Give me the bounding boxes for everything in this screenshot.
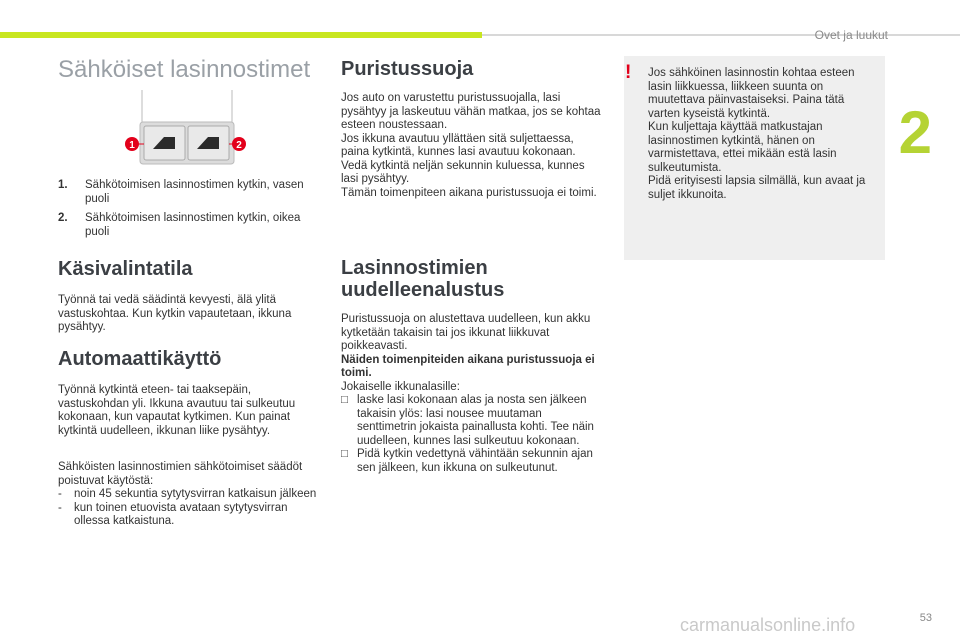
window-switch-figure bbox=[120, 88, 252, 178]
auto-mode-heading: Automaattikäyttö bbox=[58, 348, 222, 370]
list-item-text: Pidä kytkin vedettynä vähintään sekunnin ajan sen jälkeen, kun ikkuna on sulkeutunut. bbox=[357, 448, 593, 474]
reinitialisation-heading: Lasinnostimien uudelleenalustus bbox=[341, 257, 505, 301]
steps-list bbox=[341, 394, 603, 475]
chapter-number: 2 bbox=[898, 99, 932, 166]
paragraph: Pidä erityisesti lapsia silmällä, kun avaat ja suljet ikkunoita. bbox=[648, 175, 866, 201]
window-switch-icon bbox=[120, 88, 252, 178]
pinch-protection-section bbox=[341, 58, 603, 200]
manual-mode-section bbox=[58, 258, 320, 335]
reinitialisation-section bbox=[341, 257, 603, 475]
deactivation-list bbox=[58, 488, 320, 529]
list-item: □ Pidä kytkin vedettynä vähintään sekunnin ajan sen jälkeen, kun ikkuna on sulkeutunut. bbox=[341, 448, 603, 475]
paragraph: Jos auto on varustettu puristussuojalla, lasi pysähtyy ja laskeutuu vähän matkaa, jos se kohtaa esteen noustessaan. bbox=[341, 92, 601, 131]
warning-text bbox=[648, 67, 876, 202]
legend-item bbox=[58, 211, 320, 239]
deactivation-intro: Sähköisten lasinnostimien sähkötoimiset säädöt poistuvat käytöstä: bbox=[58, 461, 303, 487]
paragraph: Puristussuoja on alustettava uudelleen, kun akku kytketään takaisin tai jos ikkunat liikkuvat poikkeavasti. bbox=[341, 313, 591, 352]
callout-1: 1 bbox=[129, 140, 135, 151]
legend-text: Sähkötoimisen lasinnostimen kytkin, oikea puoli bbox=[85, 212, 301, 238]
page-title: Sähköiset lasinnostimet bbox=[58, 56, 311, 83]
paragraph: Kun kuljettaja käyttää matkustajan lasinnostimen kytkintä, hänen on varmistettava, ettei mikään estä lasin sulkeutumista. bbox=[648, 121, 837, 174]
paragraph: Jos sähköinen lasinnostin kohtaa esteen lasin liikkuessa, liikkeen suunta on muutettava päinvastaiseksi. Paina tätä varten kyseistä kytkintä. bbox=[648, 67, 855, 120]
auto-mode-section bbox=[58, 348, 320, 438]
page-number: 53 bbox=[919, 612, 932, 624]
deactivation-section bbox=[58, 461, 320, 529]
watermark: carmanualsonline.info bbox=[680, 615, 856, 635]
manual-mode-text: Työnnä tai vedä säädintä kevyesti, älä ylitä vastuskohtaa. Kun kytkin vapautetaan, ikkuna pysähtyy. bbox=[58, 294, 292, 333]
list-item: - noin 45 sekuntia sytytysvirran katkaisun jälkeen bbox=[58, 488, 317, 500]
pinch-protection-text bbox=[341, 92, 603, 200]
bold-note: Näiden toimenpiteiden aikana puristussuoja ei toimi. bbox=[341, 353, 595, 379]
section-label: Ovet ja luukut bbox=[814, 28, 888, 42]
legend-number: 2. bbox=[58, 212, 68, 224]
reinitialisation-text bbox=[341, 313, 603, 475]
paragraph: Tämän toimenpiteen aikana puristussuoja ei toimi. bbox=[341, 186, 597, 199]
auto-mode-text: Työnnä kytkintä eteen- tai taaksepäin, vastuskohdan yli. Ikkuna avautuu tai sulkeutuu kokonaan, kun vapautat kytkimen. Kun painat kytkintä uudelleen, ikkunan liike pysähtyy. bbox=[58, 384, 296, 437]
header-rule bbox=[482, 34, 960, 36]
list-item: - kun toinen etuovista avataan sytytysvirran ollessa katkaistuna. bbox=[58, 502, 320, 529]
header-accent-bar bbox=[0, 32, 482, 38]
list-item-text: noin 45 sekuntia sytytysvirran katkaisun jälkeen bbox=[74, 488, 317, 500]
figure-legend bbox=[58, 178, 320, 244]
legend-text: Sähkötoimisen lasinnostimen kytkin, vasen puoli bbox=[85, 179, 304, 205]
warning-icon: ! bbox=[625, 62, 632, 83]
list-item-text: laske lasi kokonaan alas ja nosta sen jälkeen takaisin ylös: lasi nousee muutaman senttimetrin jokaista painallusta kohti. Tee näin uudelleen, kunnes lasi sulkeutuu kokonaan. bbox=[357, 394, 594, 447]
legend-number: 1. bbox=[58, 179, 68, 191]
list-item: □ laske lasi kokonaan alas ja nosta sen jälkeen takaisin ylös: lasi nousee muutaman senttimetrin jokaista painallusta kohti. Tee näin uudelleen, kunnes lasi sulkeutuu kokonaan. bbox=[341, 394, 603, 448]
manual-mode-heading: Käsivalintatila bbox=[58, 258, 193, 280]
list-item-text: kun toinen etuovista avataan sytytysvirran ollessa katkaistuna. bbox=[74, 501, 288, 527]
legend-item bbox=[58, 178, 320, 206]
paragraph: Jokaiselle ikkunalasille: bbox=[341, 380, 460, 393]
callout-2: 2 bbox=[236, 140, 242, 151]
paragraph: Jos ikkuna avautuu yllättäen sitä suljettaessa, paina kytkintä, kunnes lasi avautuu kokonaan. Vedä kytkintä neljän sekunnin kuluessa, kunnes lasi pysähtyy. bbox=[341, 132, 585, 185]
pinch-protection-heading: Puristussuoja bbox=[341, 58, 474, 80]
